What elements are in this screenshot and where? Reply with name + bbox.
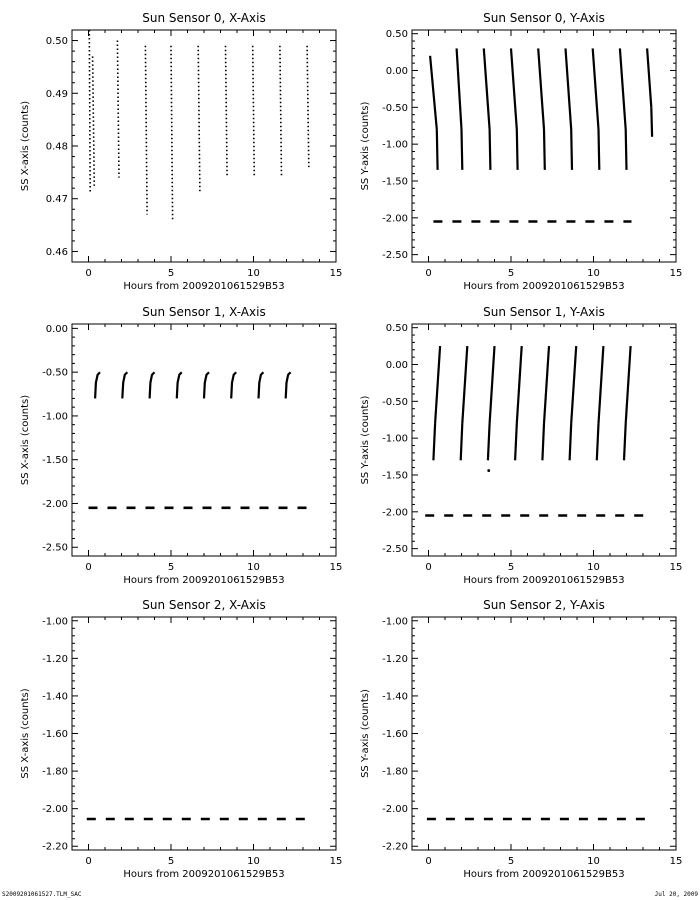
data-trace: [538, 48, 544, 129]
data-trace: [177, 372, 182, 398]
data-trace: [651, 107, 652, 137]
x-tick-label: 10: [587, 856, 600, 867]
y-tick-label: -1.00: [382, 139, 408, 151]
x-tick-label: 10: [247, 268, 260, 279]
y-tick-label: -1.80: [382, 766, 408, 778]
y-tick-label: -1.20: [42, 653, 68, 665]
footer-filename: S2009201061527.TLM_SAC: [2, 891, 82, 898]
data-trace: [462, 346, 467, 423]
chart-title: Sun Sensor 0, X-Axis: [142, 11, 266, 25]
data-trace: [626, 346, 631, 423]
data-layer: [425, 346, 648, 515]
y-tick-label: -2.20: [42, 841, 68, 853]
y-tick-label: 0.49: [45, 88, 68, 100]
data-trace: [259, 372, 264, 398]
y-tick-label: 0.48: [45, 141, 68, 153]
x-tick-label: 15: [329, 268, 343, 279]
chart-title: Sun Sensor 2, Y-Axis: [483, 598, 605, 612]
y-tick-label: 0.47: [45, 194, 68, 206]
y-tick-label: -1.00: [382, 433, 408, 445]
y-tick-label: -1.40: [382, 691, 408, 703]
chart-title: Sun Sensor 1, Y-Axis: [483, 305, 605, 319]
y-axis-label: SS Y-axis (counts): [360, 689, 371, 778]
x-tick-label: 10: [247, 562, 260, 573]
plot-frame: [72, 324, 336, 556]
data-trace: [150, 372, 155, 398]
data-trace: [511, 48, 517, 129]
x-tick-label: 5: [507, 268, 515, 279]
data-trace: [93, 56, 95, 188]
plot-frame: [412, 617, 676, 850]
y-tick-label: 0.50: [385, 29, 408, 41]
data-trace: [286, 372, 291, 398]
data-trace: [117, 41, 119, 178]
x-tick-label: 0: [85, 268, 92, 279]
data-trace: [462, 129, 463, 170]
x-tick-label: 15: [329, 856, 343, 867]
y-tick-label: -1.80: [42, 766, 68, 778]
x-tick-label: 5: [167, 562, 175, 573]
data-trace: [490, 129, 491, 170]
y-tick-label: -2.00: [382, 213, 408, 225]
data-trace: [566, 48, 572, 129]
y-tick-label: -1.00: [382, 616, 408, 628]
data-trace: [231, 372, 236, 398]
x-tick-label: 5: [507, 562, 515, 573]
data-trace: [430, 56, 437, 130]
x-axis-label: Hours from 2009201061529B53: [123, 281, 285, 292]
y-axis-label: SS Y-axis (counts): [360, 101, 371, 191]
y-tick-label: 0.50: [385, 323, 408, 335]
x-tick-label: 0: [85, 562, 92, 573]
x-axis-label: Hours from 2009201061529B53: [463, 575, 625, 586]
x-tick-label: 0: [85, 856, 92, 867]
plot-frame: [72, 617, 336, 850]
data-trace: [437, 129, 438, 170]
y-tick-label: 0.46: [45, 246, 68, 258]
data-trace: [435, 346, 440, 423]
x-axis-label: Hours from 2009201061529B53: [123, 575, 285, 586]
data-trace: [593, 48, 599, 129]
data-trace: [280, 46, 282, 178]
y-tick-label: -1.50: [382, 470, 408, 482]
data-trace: [620, 48, 626, 129]
footer-date: Jul 20, 2009: [654, 891, 698, 898]
y-tick-label: -1.00: [42, 411, 68, 423]
y-tick-label: -2.50: [42, 542, 68, 554]
data-trace: [95, 372, 100, 398]
y-tick-label: -2.50: [382, 544, 408, 556]
x-tick-label: 10: [587, 562, 600, 573]
chart-panel-0: [20, 11, 342, 292]
data-trace: [253, 46, 255, 178]
data-layer: [89, 30, 308, 220]
data-trace: [597, 423, 599, 460]
data-trace: [484, 48, 490, 129]
y-tick-label: -0.50: [382, 102, 408, 114]
chart-panel-3: [360, 305, 682, 586]
y-tick-label: -2.00: [42, 804, 68, 816]
x-tick-label: 5: [167, 856, 175, 867]
data-trace: [570, 423, 572, 460]
x-tick-label: 0: [425, 562, 432, 573]
chart-panel-1: [360, 11, 682, 292]
x-axis-label: Hours from 2009201061529B53: [463, 869, 625, 880]
data-trace: [226, 46, 228, 178]
data-trace: [89, 30, 90, 194]
data-trace: [599, 129, 600, 170]
data-trace: [571, 346, 576, 423]
data-trace: [307, 46, 309, 167]
y-axis-label: SS X-axis (counts): [20, 688, 31, 779]
data-trace: [544, 129, 545, 170]
y-tick-label: 0.00: [385, 66, 408, 78]
x-tick-label: 15: [669, 856, 683, 867]
data-trace: [599, 346, 604, 423]
y-tick-label: -2.00: [382, 804, 408, 816]
y-tick-label: -1.60: [42, 729, 68, 740]
data-trace: [461, 423, 463, 460]
data-trace: [171, 46, 173, 220]
y-tick-label: -2.20: [382, 841, 408, 853]
x-tick-label: 15: [669, 562, 683, 573]
data-trace: [515, 423, 517, 460]
data-trace: [647, 48, 651, 107]
data-layer: [89, 372, 309, 508]
y-tick-label: 0.00: [385, 360, 408, 372]
data-trace: [488, 423, 490, 460]
data-trace: [517, 129, 518, 170]
data-layer: [430, 48, 652, 221]
x-tick-label: 0: [425, 268, 432, 279]
y-axis-label: SS X-axis (counts): [20, 100, 31, 192]
chart-panel-2: [20, 305, 342, 586]
x-tick-label: 15: [329, 562, 343, 573]
chart-panel-4: [20, 598, 342, 880]
data-trace: [433, 423, 435, 460]
data-trace: [542, 423, 544, 460]
y-axis-label: SS Y-axis (counts): [360, 395, 371, 485]
y-tick-label: -1.20: [382, 653, 408, 665]
data-point: [487, 469, 490, 472]
data-trace: [198, 46, 200, 194]
data-trace: [626, 129, 627, 170]
y-tick-label: -1.00: [42, 616, 68, 628]
y-axis-label: SS X-axis (counts): [20, 394, 31, 486]
y-tick-label: -1.50: [382, 176, 408, 188]
y-tick-label: -1.60: [382, 729, 408, 740]
data-trace: [571, 129, 572, 170]
data-trace: [122, 372, 127, 398]
y-tick-label: -2.00: [42, 498, 68, 510]
data-trace: [204, 372, 209, 398]
data-trace: [457, 48, 462, 129]
y-tick-label: -1.50: [42, 455, 68, 467]
chart-title: Sun Sensor 2, X-Axis: [142, 598, 266, 612]
x-tick-label: 10: [587, 268, 600, 279]
x-tick-label: 5: [507, 856, 515, 867]
x-tick-label: 0: [425, 856, 432, 867]
y-tick-label: 0.00: [45, 323, 68, 335]
y-tick-label: -0.50: [42, 367, 68, 379]
y-tick-label: -2.50: [382, 250, 408, 262]
x-tick-label: 15: [669, 268, 683, 279]
y-tick-label: -0.50: [382, 396, 408, 408]
plot-frame: [72, 30, 336, 262]
y-tick-label: -2.00: [382, 507, 408, 519]
y-tick-label: 0.50: [45, 36, 68, 48]
chart-title: Sun Sensor 0, Y-Axis: [483, 11, 605, 25]
x-tick-label: 5: [167, 268, 175, 279]
data-trace: [490, 346, 495, 423]
data-trace: [544, 346, 549, 423]
data-trace: [145, 46, 147, 215]
chart-title: Sun Sensor 1, X-Axis: [142, 305, 266, 319]
x-axis-label: Hours from 2009201061529B53: [123, 869, 285, 880]
x-tick-label: 10: [247, 856, 260, 867]
data-trace: [517, 346, 522, 423]
chart-panel-5: [360, 598, 682, 880]
y-tick-label: -1.40: [42, 691, 68, 703]
x-axis-label: Hours from 2009201061529B53: [463, 281, 625, 292]
data-trace: [624, 423, 626, 460]
